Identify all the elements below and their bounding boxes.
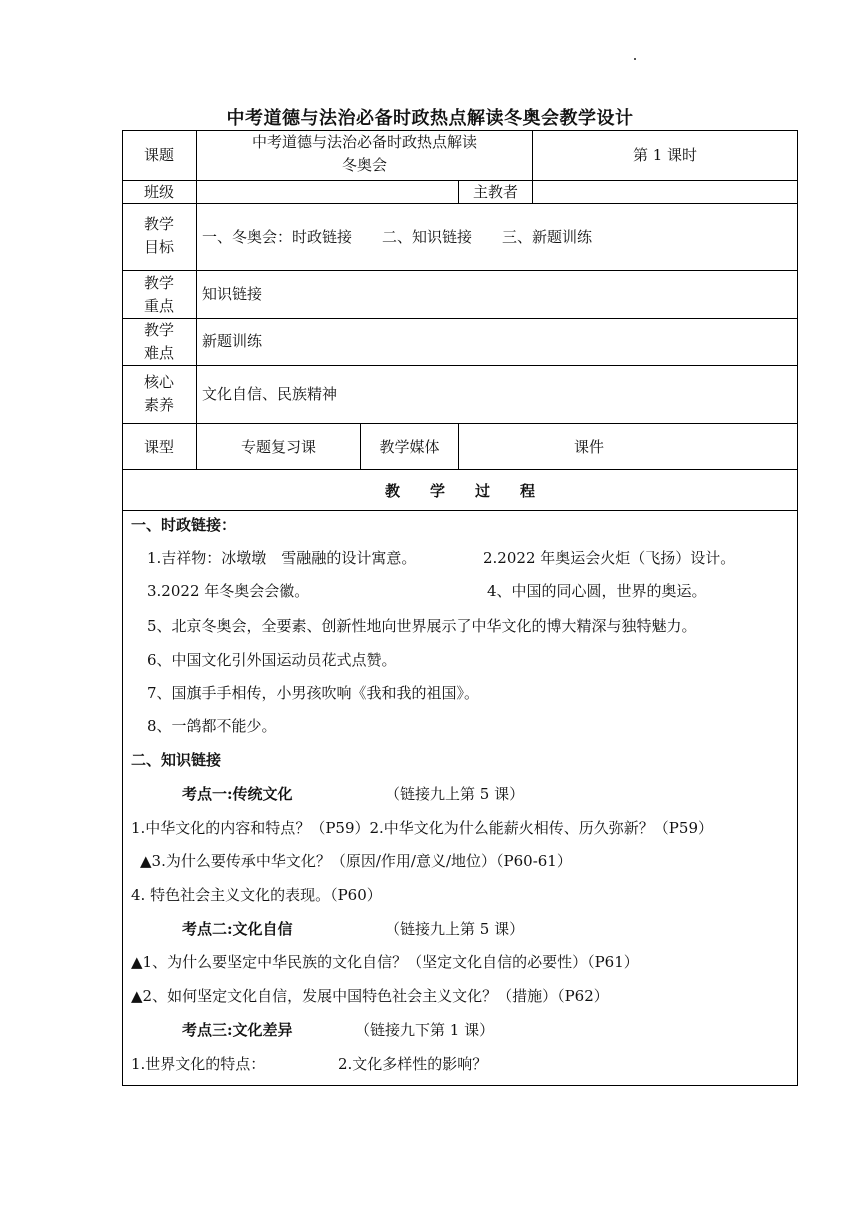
list-item: ▲2、如何坚定文化自信，发展中国特色社会主义文化？（措施）（P62）	[131, 987, 609, 1005]
course-title-line2: 冬奥会	[341, 156, 387, 174]
kp1-link: （链接九上第 5 课）	[385, 785, 525, 803]
list-item: 8、一鸽都不能少。	[147, 717, 277, 735]
list-item: 2.文化多样性的影响？	[338, 1055, 488, 1073]
list-item: 4、中国的同心圆，世界的奥运。	[487, 582, 707, 600]
list-item: ▲3.为什么要传承中华文化？（原因/作用/意义/地位）（P60-61）	[140, 852, 572, 870]
course-label: 课题	[143, 146, 174, 164]
core-label-2: 素养	[143, 396, 174, 414]
section1-title: 一、时政链接：	[131, 516, 237, 534]
course-title-line1: 中考道德与法治必备时政热点解读	[251, 133, 477, 151]
goal-label-1: 教学	[143, 215, 174, 233]
section2-title: 二、知识链接	[131, 751, 222, 769]
class-label: 班级	[143, 183, 174, 201]
kp2-link: （链接九上第 5 课）	[385, 920, 525, 938]
key-label-1: 教学	[143, 274, 174, 292]
media-label: 教学媒体	[379, 438, 440, 456]
list-item: 1.世界文化的特点：	[131, 1055, 266, 1073]
list-item: 5、北京冬奥会，全要素、创新性地向世界展示了中华文化的博大精深与独特魅力。	[147, 617, 697, 635]
course-type-label: 课型	[143, 438, 174, 456]
teacher-label: 主教者	[472, 183, 518, 201]
list-item: 3.2022 年冬奥会会徽。	[147, 582, 310, 600]
core-label-1: 核心	[143, 373, 174, 391]
course-type-value: 专题复习课	[240, 438, 316, 456]
difficulty-label-1: 教学	[143, 321, 174, 339]
key-value: 知识链接	[202, 285, 263, 303]
list-item: 1.中华文化的内容和特点？（P59）2.中华文化为什么能薪火相传、历久弥新？（P59）	[131, 819, 713, 837]
media-value: 课件	[573, 438, 604, 456]
list-item: ▲1、为什么要坚定中华民族的文化自信？（坚定文化自信的必要性）（P61）	[131, 953, 639, 971]
kp3-title: 考点三:文化差异	[182, 1021, 293, 1039]
goal-value: 一、冬奥会：时政链接 二、知识链接 三、新题训练	[202, 228, 593, 246]
goal-label-2: 目标	[143, 238, 174, 256]
difficulty-value: 新题训练	[202, 332, 263, 350]
document-title: 中考道德与法治必备时政热点解读冬奥会教学设计	[226, 108, 634, 129]
process-heading: 教 学 过 程	[384, 482, 535, 500]
kp1-title: 考点一:传统文化	[182, 785, 293, 803]
list-item: 1.吉祥物：冰墩墩 雪融融的设计寓意。	[147, 549, 417, 567]
core-value: 文化自信、民族精神	[202, 385, 338, 403]
kp3-link: （链接九下第 1 课）	[355, 1021, 495, 1039]
period-value: 第 1 课时	[632, 146, 698, 164]
list-item: 7、国旗手手相传，小男孩吹响《我和我的祖国》。	[147, 684, 480, 702]
page-mark-dot	[634, 58, 636, 60]
list-item: 6、中国文化引外国运动员花式点赞。	[147, 651, 397, 669]
list-item: 4. 特色社会主义文化的表现。（P60）	[131, 886, 382, 904]
list-item: 2.2022 年奥运会火炬（飞扬）设计。	[483, 549, 736, 567]
difficulty-label-2: 难点	[143, 344, 174, 362]
key-label-2: 重点	[143, 297, 174, 315]
kp2-title: 考点二:文化自信	[182, 920, 293, 938]
